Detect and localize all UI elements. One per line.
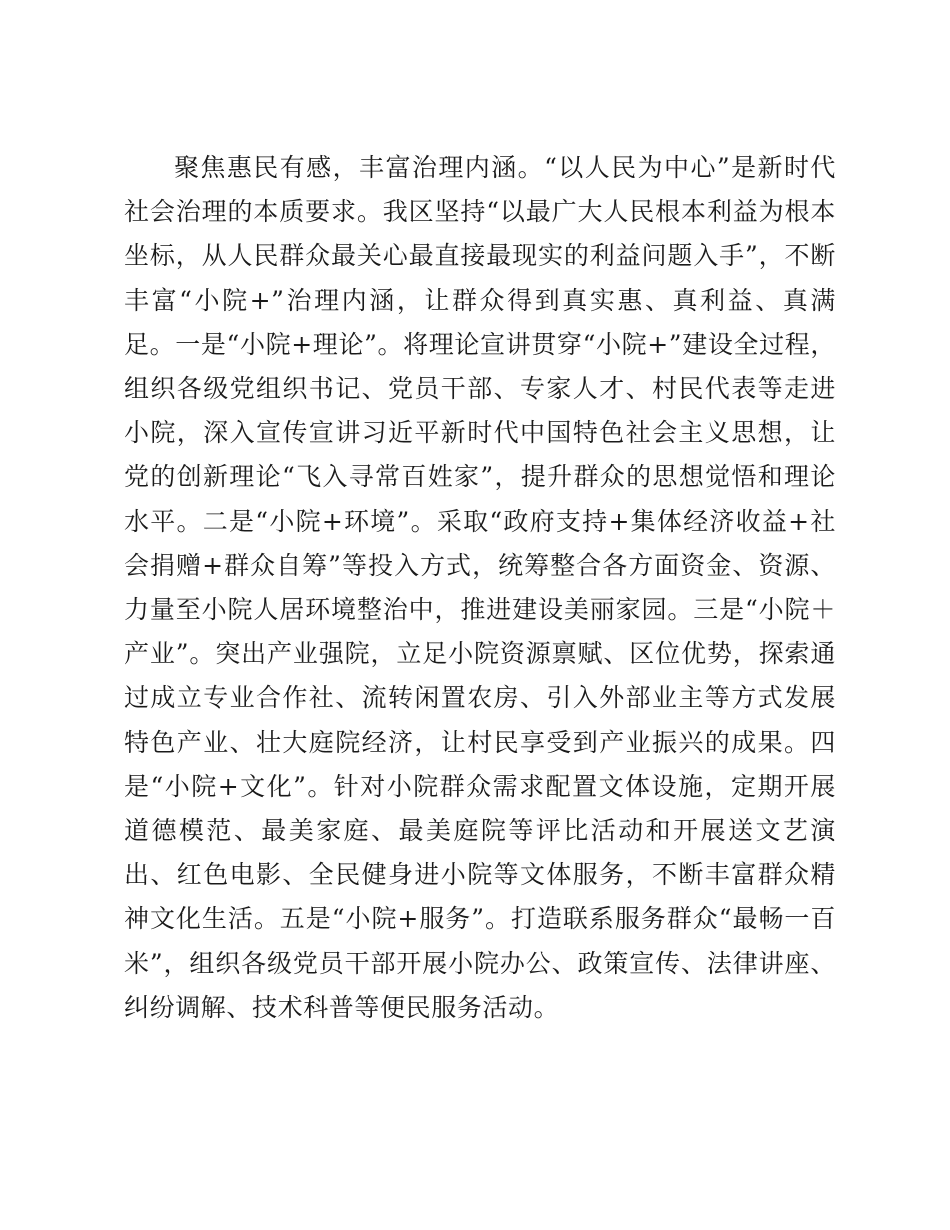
body-paragraph: 聚焦惠民有感，丰富治理内涵。“以人民为中心”是新时代社会治理的本质要求。我区坚持“以最广大人民根本利益为根本坐标，从人民群众最关心最直接最现实的利益问题入手”，不断丰富“小院+”治理内涵，让群众得到真实惠、真利益、真满足。一是“小院+理论”。将理论宣讲贯穿“小院+”建设全过程，组织各级党组织书记、党员干部、专家人才、村民代表等走进小院，深入宣传宣讲习近平新时代中国特色社会主义思想，让党的创新理论“飞入寻常百姓家”，提升群众的思想觉悟和理论水平。二是“小院+环境”。采取“政府支持+集体经济收益+社会捐赠+群众自筹”等投入方式，统筹整合各方面资金、资源、力量至小院人居环境整治中，推进建设美丽家园。三是“小院＋产业”。突出产业强院，立足小院资源禀赋、区位优势，探索通过成立专业合作社、流转闲置农房、引入外部业主等方式发展特色产业、壮大庭院经济，让村民享受到产业振兴的成果。四是“小院+文化”。针对小院群众需求配置文体设施，定期开展道德模范、最美家庭、最美庭院等评比活动和开展送文艺演出、红色电影、全民健身进小院等文体服务，不断丰富群众精神文化生活。五是“小院+服务”。打造联系服务群众“最畅一百米”，组织各级党员干部开展小院办公、政策宣传、法律讲座、纠纷调解、技术科普等便民服务活动。	[124, 153, 836, 1022]
